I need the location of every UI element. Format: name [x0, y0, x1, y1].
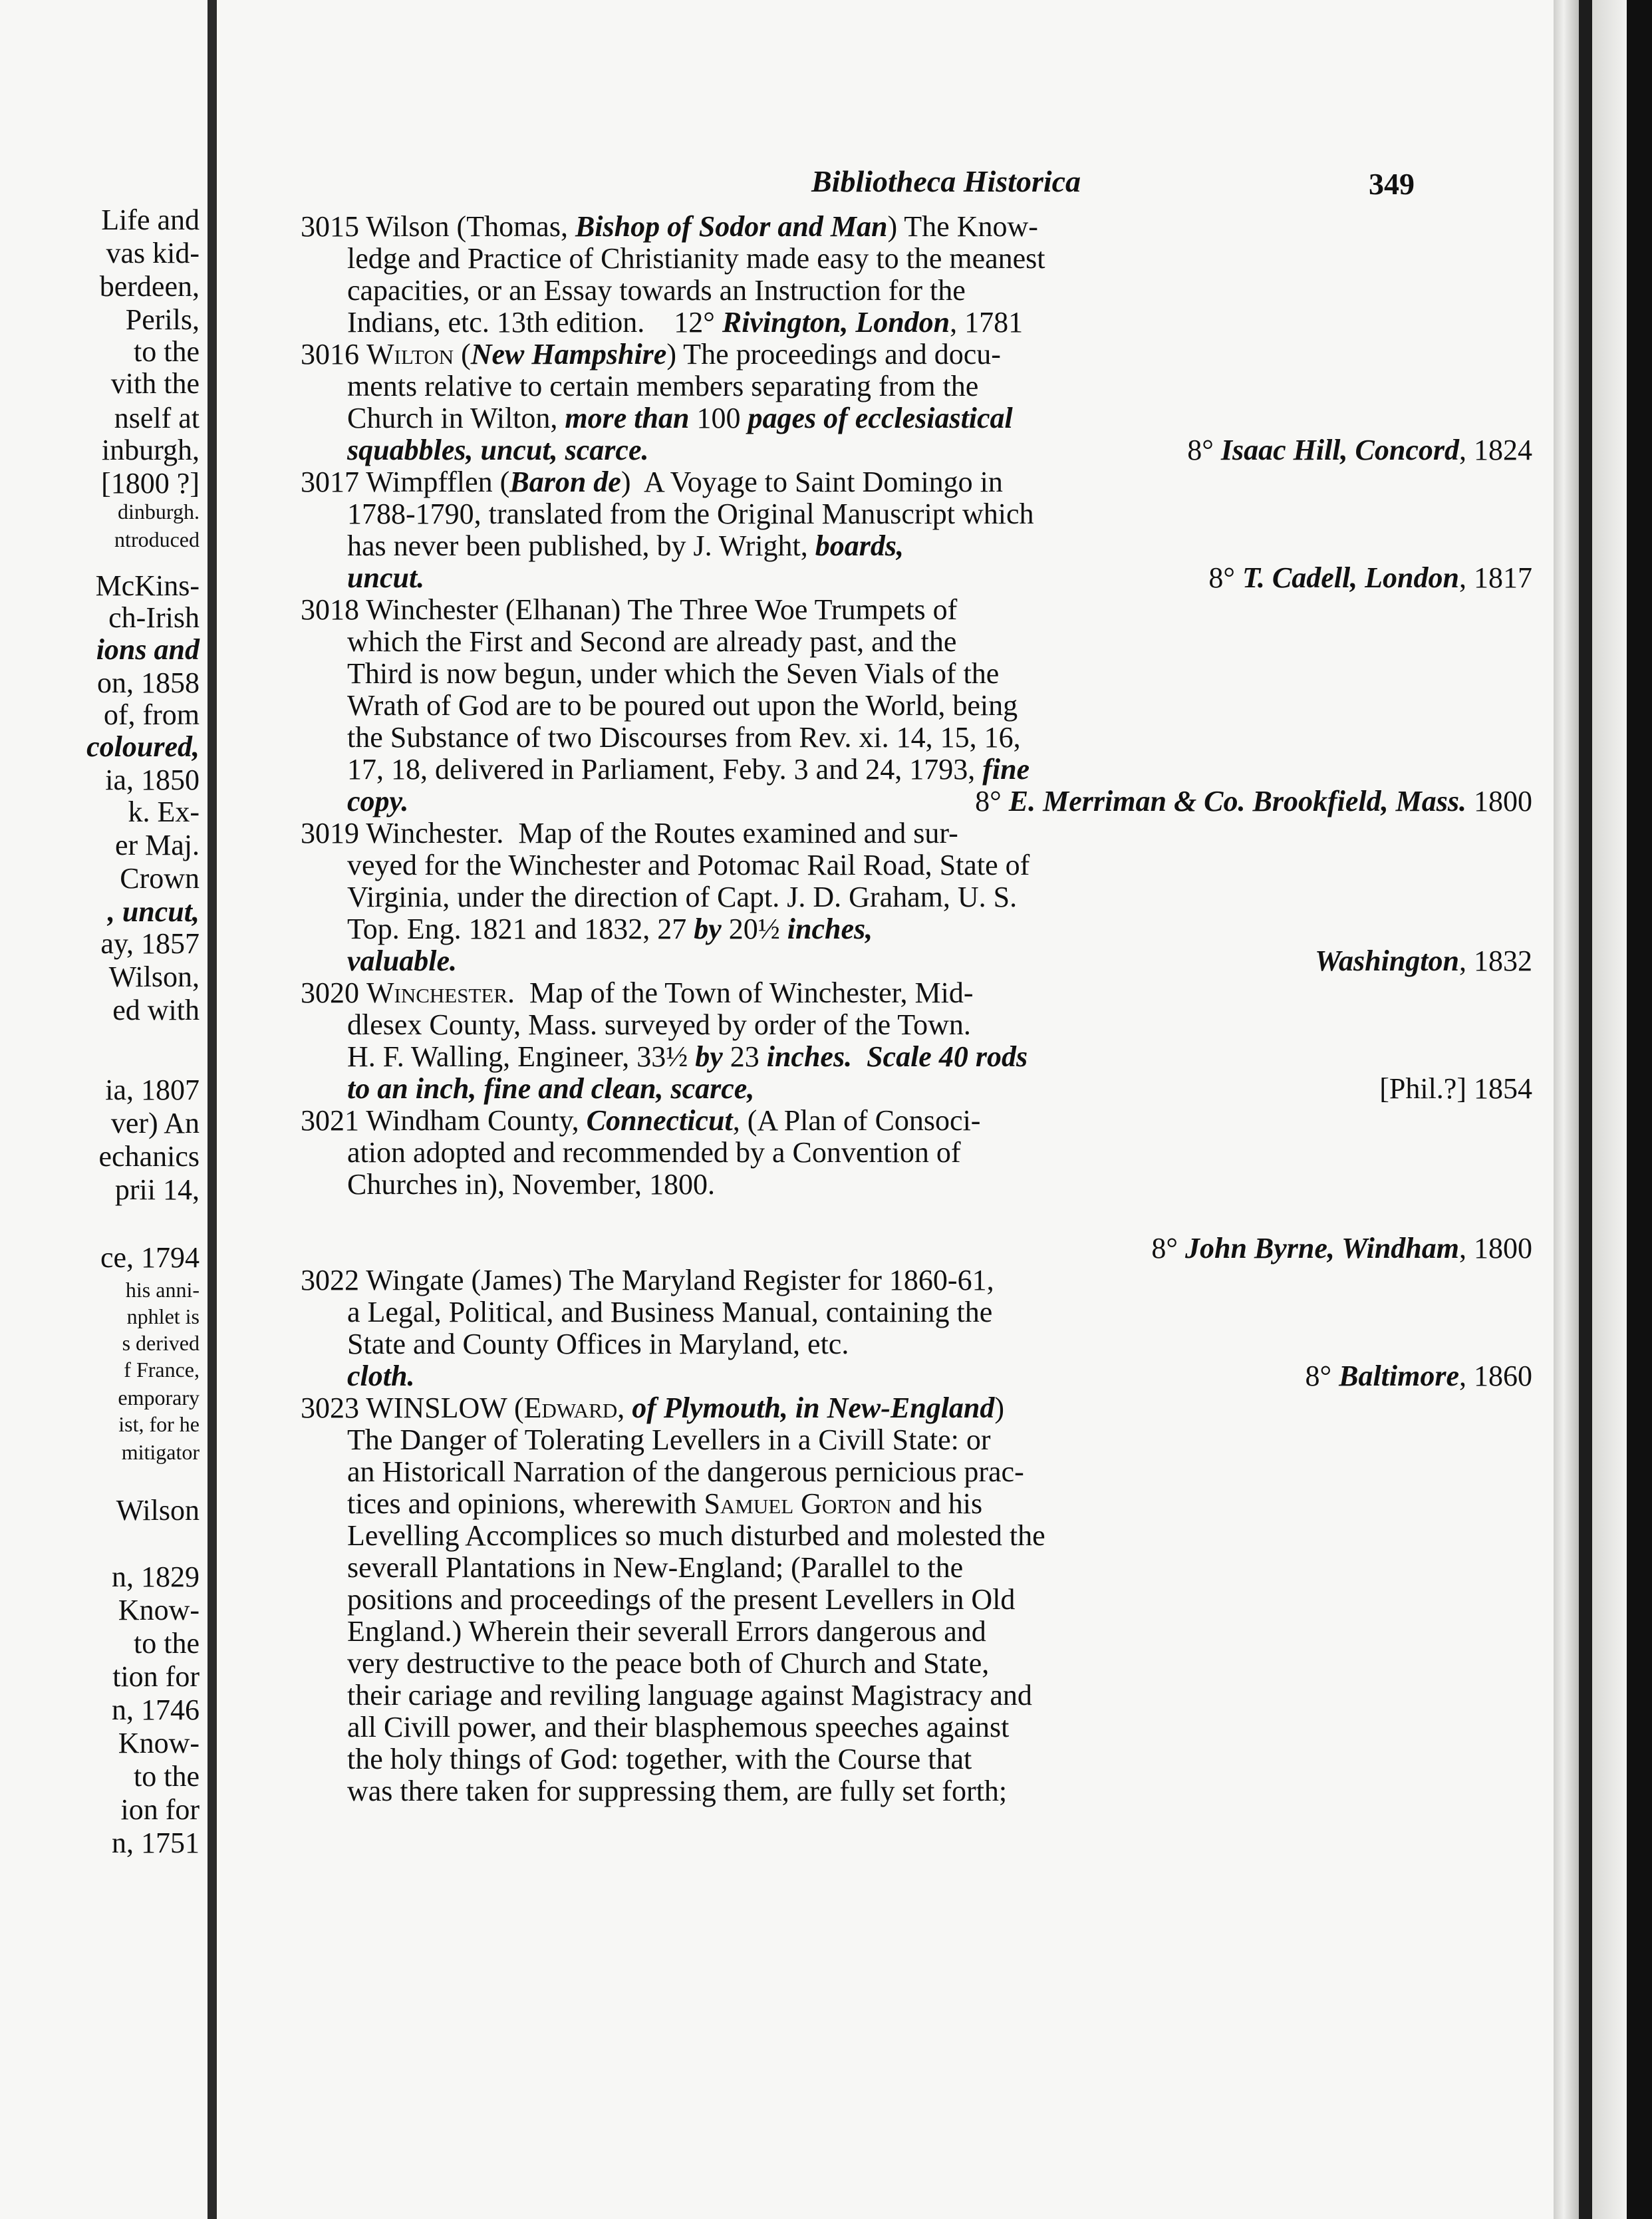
entry-3018-line: copy. 8° E. Merriman & Co. Brookfield, Mass. 1800 [347, 785, 1532, 817]
entry-3023-line: was there taken for suppressing them, are fully set forth; [347, 1775, 1008, 1807]
left-page-line: dinburgh. [118, 500, 200, 523]
entry-3016-line: 3016 Wilton (New Hampshire) The proceedings and docu- [301, 338, 1001, 370]
left-page-line: to the [134, 1627, 200, 1660]
entry-3022-line: a Legal, Political, and Business Manual, containing the [347, 1296, 993, 1328]
left-page-line: ia, 1807 [105, 1074, 200, 1106]
left-page-line: k. Ex- [128, 796, 200, 828]
left-page-line: , uncut, [107, 895, 200, 928]
entry-3022-line: State and County Offices in Maryland, etc. [347, 1328, 849, 1360]
left-page-line: echanics [98, 1140, 200, 1173]
entry-3020-line: dlesex County, Mass. surveyed by order of the Town. [347, 1008, 971, 1041]
page-edge [1592, 0, 1627, 2219]
entry-3020-line: to an inch, fine and clean, scarce, [Phil.?] 1854 [347, 1072, 1532, 1105]
left-page-line: ay, 1857 [100, 927, 200, 960]
entry-3015-line: 3015 Wilson (Thomas, Bishop of Sodor and Man) The Know- [301, 210, 1038, 243]
entry-3022-line: 3022 Wingate (James) The Maryland Register for 1860-61, [301, 1264, 994, 1296]
left-page-line: er Maj. [114, 829, 200, 861]
left-page-line: his anni- [125, 1278, 200, 1302]
left-page-line: ce, 1794 [100, 1241, 200, 1274]
left-page-line: ch-Irish [108, 601, 200, 634]
entry-3019-line: Virginia, under the direction of Capt. J. D. Graham, U. S. [347, 881, 1018, 913]
entry-3017-line: has never been published, by J. Wright, boards, [347, 529, 904, 562]
entry-3015-line: ledge and Practice of Christianity made easy to the meanest [347, 242, 1045, 275]
left-page-line: berdeen, [99, 270, 200, 303]
entry-3019-line: valuable. Washington, 1832 [347, 945, 1532, 977]
page-number: 349 [1369, 167, 1415, 201]
entry-3019-line: veyed for the Winchester and Potomac Rail Road, State of [347, 849, 1030, 881]
entry-3015-line: capacities, or an Essay towards an Instruction for the [347, 274, 966, 307]
left-page-line: Know- [118, 1727, 200, 1759]
page-edge-shadow [1579, 0, 1592, 2219]
left-page-line: ver) An [110, 1107, 200, 1139]
running-head: Bibliotheca Historica [811, 164, 1081, 198]
entry-3022-line: cloth. 8° Baltimore, 1860 [347, 1360, 1532, 1392]
left-page-line: n, 1746 [112, 1694, 200, 1726]
entry-3018-line: Third is now begun, under which the Seven Vials of the [347, 657, 1000, 690]
entry-3023-line: positions and proceedings of the present Levellers in Old [347, 1583, 1016, 1616]
entry-3019-line: 3019 Winchester. Map of the Routes examined and sur- [301, 817, 958, 849]
entry-3023-line: their cariage and reviling language against Magistracy and [347, 1679, 1032, 1711]
left-page-line: Crown [120, 862, 200, 895]
entry-3023-line: England.) Wherein their severall Errors dangerous and [347, 1615, 986, 1648]
left-page-line: vith the [110, 367, 200, 400]
entry-3018-line: the Substance of two Discourses from Rev. xi. 14, 15, 16, [347, 721, 1021, 754]
left-page-line: f France, [124, 1358, 200, 1382]
entry-3023-line: very destructive to the peace both of Church and State, [347, 1647, 990, 1680]
entry-3016-line: squabbles, uncut, scarce. 8° Isaac Hill, Concord, 1824 [347, 434, 1532, 466]
left-page-line: emporary [118, 1386, 200, 1409]
left-page-line: mitigator [121, 1440, 200, 1464]
entry-3023-line: tices and opinions, wherewith Samuel Gorton and his [347, 1487, 983, 1520]
left-page-line: prii 14, [114, 1173, 200, 1206]
entry-3018-line: Wrath of God are to be poured out upon the World, being [347, 689, 1018, 722]
left-page-line: ia, 1850 [105, 764, 200, 796]
entry-3021-line: Churches in), November, 1800. [347, 1168, 716, 1201]
left-page-line: tion for [112, 1660, 200, 1693]
book-gutter [207, 0, 217, 2219]
entry-3021-line: 3021 Windham County, Connecticut, (A Plan of Consoci- [301, 1104, 981, 1137]
left-page-line: nself at [114, 402, 200, 434]
left-page-line: s derived [122, 1331, 200, 1355]
left-page-line: ntroduced [114, 527, 200, 551]
entry-3020-line: 3020 Winchester. Map of the Town of Winchester, Mid- [301, 976, 974, 1009]
left-page-line: Know- [118, 1594, 200, 1626]
left-page-line: Wilson, [108, 961, 200, 993]
entry-3018-line: 3018 Winchester (Elhanan) The Three Woe Trumpets of [301, 593, 958, 626]
entry-3018-line: which the First and Second are already past, and the [347, 625, 957, 658]
left-page-line: of, from [103, 698, 200, 731]
left-page-line: vas kid- [106, 237, 200, 269]
left-page-line: ion for [120, 1793, 200, 1826]
entry-3019-line: Top. Eng. 1821 and 1832, 27 by 20½ inches, [347, 913, 873, 945]
entry-3023-line: the holy things of God: together, with the Course that [347, 1743, 972, 1775]
entry-3016-line: ments relative to certain members separating from the [347, 370, 979, 402]
entry-3023-line: an Historicall Narration of the dangerous pernicious prac- [347, 1455, 1024, 1488]
left-page-line: ist, for he [118, 1412, 200, 1436]
left-page-line: n, 1751 [112, 1827, 200, 1859]
left-page-line: Perils, [125, 303, 200, 336]
entry-3023-line: severall Plantations in New-England; (Parallel to the [347, 1551, 964, 1584]
left-page-line: ed with [112, 994, 200, 1026]
entry-3023-line: Levelling Accomplices so much disturbed and molested the [347, 1519, 1045, 1552]
left-page-line: coloured, [86, 730, 200, 763]
entry-3023-line: The Danger of Tolerating Levellers in a Civill State: or [347, 1423, 991, 1456]
left-page-line: inburgh, [101, 434, 200, 466]
left-page-line: [1800 ?] [101, 467, 200, 500]
entry-3017-line: 3017 Wimpfflen (Baron de) A Voyage to Saint Domingo in [301, 466, 1003, 498]
entry-3020-line: H. F. Walling, Engineer, 33½ by 23 inches. Scale 40 rods [347, 1040, 1028, 1073]
left-page-line: Life and [101, 204, 200, 236]
left-page-line: nphlet is [126, 1304, 200, 1328]
entry-3017-line: uncut. 8° T. Cadell, London, 1817 [347, 561, 1532, 594]
left-page-fragment [0, 0, 207, 2219]
left-page-line: ions and [96, 633, 200, 666]
page-edge [1554, 0, 1579, 2219]
left-page-line: Wilson [116, 1494, 200, 1527]
left-page-line: n, 1829 [112, 1560, 200, 1593]
left-page-line: to the [134, 335, 200, 368]
entry-3015-line: Indians, etc. 13th edition. 12° Rivington, London, 1781 [347, 306, 1024, 339]
left-page-line: McKins- [95, 569, 200, 602]
entry-3023-line: 3023 WINSLOW (Edward, of Plymouth, in New-England) [301, 1392, 1005, 1424]
entry-3021-line: ation adopted and recommended by a Convention of [347, 1136, 961, 1169]
entry-3016-line: Church in Wilton, more than 100 pages of ecclesiastical [347, 402, 1013, 434]
entry-3018-line: 17, 18, delivered in Parliament, Feby. 3 and 24, 1793, fine [347, 753, 1030, 786]
entry-3023-line: all Civill power, and their blasphemous speeches against [347, 1711, 1010, 1743]
entry-3017-line: 1788-1790, translated from the Original Manuscript which [347, 498, 1034, 530]
catalog-page: Bibliotheca Historica 349 3015 Wilson (Thomas, Bishop of Sodor and Man) The Know- ledge and Practice of Christianity made easy to the meanest capacities, or an Essay towards an Instruction for the Indians, etc. 13th edition. 12° Rivington, London, 1781 3016 Wilton (New Hampshire) The proceedings and docu- ments relative to certain members separating from the Church in Wilton, more than 100 pages of ecclesiastical squabbles, uncut, scarce. 8° Isaac Hill, Concord, 1824 3017 Wimpfflen (Baron de) A Voyage to Saint Domingo in 1788-1790, translated from the Original Manuscript which has never been published, by J. Wright, boards, uncut. 8° T. Cadell, London, 1817 3018 Winchester (Elhanan) The Three Woe Trumpets of which the First and Second are already past, and the Third is now begun, under which the Seven Vials of the Wrath of God are to be poured out upon the World, being the Substance of two Discourses from Rev. xi. 14, 15, 16, 17, 18, delivered in Parliament, Feby. 3 and 24, 1793, fine copy. 8° E. Merriman & Co. Brookfield, Mass. 1800 3019 Winchester. Map of the Routes examined and sur- veyed for the Winchester and Potomac Rail Road, State of Virginia, under the direction of Capt. J. D. Graham, U. S. Top. Eng. 1821 and 1832, 27 by 20½ inches, valuable. Washington, 1832 3020 Winchester. Map of the Town of Winchester, Mid- dlesex County, Mass. surveyed by order of the Town. H. F. Walling, Engineer, 33½ by 23 inches. Scale 40 rods to an inch, fine and clean, scarce, [Phil.?] 1854 3021 Windham County, Connecticut, (A Plan of Consoci- ation adopted and recommended by a Convention of Churches in), November, 1800. 8° John Byrne, Windham, 1800 3022 Wingate (James) The Maryland Register for 1860-61, a Legal, Political, and Business Manual, containing the State and County Offices in Maryland, etc. cloth. 8° Baltimore, 1860 3023 WINSLOW (Edward, of Plymouth, in New-England) The Danger of Tolerating Levellers in a Civill State: or an Historicall Narration of the dangerous pernicious prac- tices and opinions, wherewith Samuel Gorton and his Levelling Accomplices so much disturbed and molested the severall Plantations in New-England; (Parallel to the positions and proceedings of the present Levellers in Old England.) Wherein their severall Errors dangerous and very destructive to the peace both of Church and State, their cariage and reviling language against Magistracy and all Civill power, and their blasphemous speeches against the holy things of God: together, with the Course that was there taken for suppressing them, are fully set forth; [217, 0, 1554, 2219]
left-page-line: to the [134, 1760, 200, 1793]
left-page-line: on, 1858 [97, 666, 200, 699]
